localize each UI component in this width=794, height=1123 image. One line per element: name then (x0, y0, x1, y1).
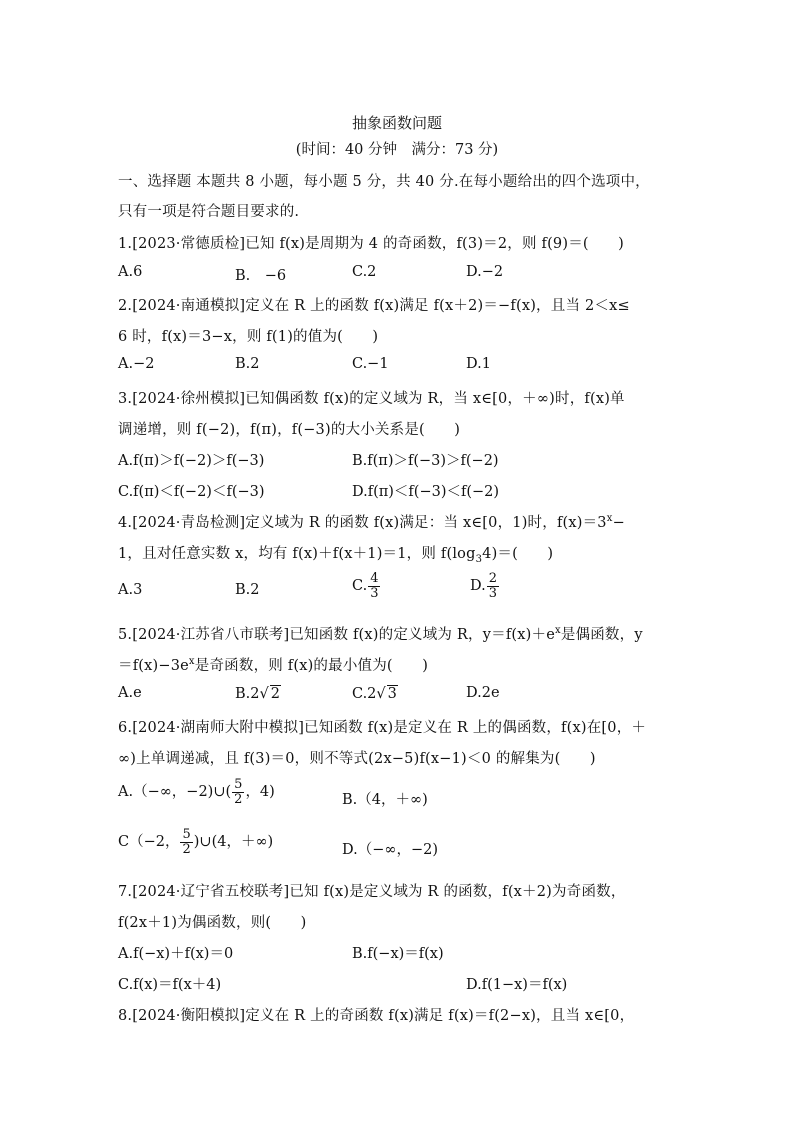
q6-option-d: D.（−∞，−2) (342, 842, 438, 858)
q4-option-c (352, 572, 381, 600)
q1-option-b: B. −6 (235, 268, 287, 284)
question-1-options (118, 264, 718, 288)
q7-option-d: D.f(1−x)＝f(x) (466, 977, 568, 993)
q4-option-c-fraction: $\frac{4}{3}$ (370, 571, 379, 601)
q1-option-a: A.6 (118, 264, 143, 280)
question-6-stem-line-1: 6.[2024·湖南师大附中模拟]已知函数 f(x)是定义在 R 上的偶函数，f(x)在[0，＋ (118, 720, 647, 736)
q3-option-d: D.f(π)＜f(−3)＜f(−2) (352, 484, 500, 500)
question-3-options-row-1 (118, 449, 718, 473)
question-4-options (118, 572, 718, 612)
q6-option-a-fraction: $\frac{5}{2}$ (234, 777, 243, 807)
q4-log-base: 3 (475, 553, 483, 565)
q5-option-b: B.2√ 2 (235, 686, 280, 702)
q5-option-b-radicand: 2 (270, 686, 280, 702)
q1-option-c: C.2 (352, 264, 377, 280)
question-7-options-row-2 (118, 973, 718, 997)
q5-exponent-2: x (188, 656, 195, 668)
question-5-stem-line-1 (118, 623, 643, 644)
question-2-stem-line-2: 6 时，f(x)＝3−x，则 f(1)的值为( ) (118, 329, 379, 345)
q5-option-d: D.2e (466, 685, 500, 701)
q5-stem-text-d: 是奇函数，则 f(x)的最小值为( ) (194, 658, 429, 674)
q5-option-c-radicand: 3 (387, 686, 397, 702)
q5-stem-text-a: 5.[2024·江苏省八市联考]已知函数 f(x)的定义域为 R，y＝f(x)＋e (118, 627, 555, 643)
question-7-stem-line-2: f(2x＋1)为偶函数，则( ) (118, 915, 307, 931)
q4-option-a: A.3 (118, 582, 143, 598)
q1-option-d: D.−2 (466, 264, 504, 280)
q4-option-c-label: C. (352, 578, 368, 595)
question-3-stem-line-2: 调递增，则 f(−2)，f(π)，f(−3)的大小关系是( ) (118, 422, 461, 438)
page-title: 抽象函数问题 (351, 114, 442, 132)
q6-option-a: A.（−∞，−2)∪( $\frac{5}{2}$ ，4) (118, 777, 275, 807)
q4-stem-text-d: 4)＝( ) (482, 546, 554, 562)
question-1-stem: 1.[2023·常德质检]已知 f(x)是周期为 4 的奇函数，f(3)＝2，则 f(9)＝( ) (118, 236, 625, 252)
question-4-stem-line-2 (118, 542, 553, 565)
question-4-stem-line-1 (118, 511, 625, 532)
question-5-options (118, 685, 718, 709)
question-3-stem-line-1: 3.[2024·徐州模拟]已知偶函数 f(x)的定义域为 R，当 x∈[0，＋∞)时，f(x)单 (118, 391, 625, 407)
q3-option-b: B.f(π)＞f(−3)＞f(−2) (352, 453, 499, 469)
q7-option-b: B.f(−x)＝f(x) (352, 946, 444, 962)
question-3-options-row-2 (118, 480, 718, 504)
q7-option-c: C.f(x)＝f(x＋4) (118, 977, 222, 993)
q2-option-c: C.−1 (352, 356, 389, 372)
q6-option-b: B.（4，＋∞) (342, 792, 428, 808)
q4-stem-text-c: 1，且对任意实数 x，均有 f(x)＋f(x＋1)＝1，则 f(log (118, 546, 476, 562)
question-6-options-row-1 (118, 778, 718, 818)
q6-option-c-fraction: $\frac{5}{2}$ (182, 827, 191, 857)
question-7-options-row-1 (118, 942, 718, 966)
q4-option-d-fraction: $\frac{2}{3}$ (488, 571, 497, 601)
question-7-stem-line-1: 7.[2024·辽宁省五校联考]已知 f(x)是定义域为 R 的函数，f(x＋2)为奇函数， (118, 884, 626, 900)
page-subtitle: (时间：40 分钟 满分：73 分) (295, 142, 499, 158)
q5-stem-text-b: 是偶函数，y (560, 627, 643, 643)
q2-option-d: D.1 (466, 356, 491, 372)
question-5-stem-line-2 (118, 654, 428, 675)
q5-option-c: C.2√ 3 (352, 686, 397, 702)
q6-option-c: C（−2， $\frac{5}{2}$ )∪(4，＋∞) (118, 827, 274, 857)
q5-option-a: A.e (118, 685, 142, 701)
section-instructions-line-2: 只有一项是符合题目要求的. (118, 204, 300, 220)
q7-option-a: A.f(−x)＋f(x)＝0 (118, 946, 234, 962)
q5-exponent-1: x (554, 625, 561, 637)
question-2-stem-line-1: 2.[2024·南通模拟]定义在 R 上的函数 f(x)满足 f(x＋2)＝−f(x)，且当 2＜x≤ (118, 298, 630, 314)
question-8-stem-line-1: 8.[2024·衡阳模拟]定义在 R 上的奇函数 f(x)满足 f(x)＝f(2−x)，且当 x∈[0， (118, 1008, 635, 1024)
q2-option-a: A.−2 (118, 356, 155, 372)
q3-option-a: A.f(π)＞f(−2)＞f(−3) (118, 453, 265, 469)
q4-option-d-label: D. (470, 578, 486, 595)
q4-option-d (470, 572, 500, 600)
q2-option-b: B.2 (235, 356, 260, 372)
q4-exponent: x (606, 513, 613, 525)
q4-stem-text-b: − (612, 515, 625, 531)
q3-option-c: C.f(π)＜f(−2)＜f(−3) (118, 484, 265, 500)
question-2-options (118, 356, 718, 380)
q4-stem-text-a: 4.[2024·青岛检测]定义域为 R 的函数 f(x)满足：当 x∈[0，1)时，f(x)＝3 (118, 515, 607, 531)
question-6-options-row-2 (118, 828, 718, 868)
question-6-stem-line-2: ∞)上单调递减，且 f(3)＝0，则不等式(2x−5)f(x−1)＜0 的解集为( ) (118, 751, 596, 767)
section-instructions-line-1: 一、选择题 本题共 8 小题，每小题 5 分，共 40 分.在每小题给出的四个选项中， (118, 174, 650, 190)
q5-stem-text-c: ＝f(x)−3e (118, 658, 189, 674)
q4-option-b: B.2 (235, 582, 260, 598)
